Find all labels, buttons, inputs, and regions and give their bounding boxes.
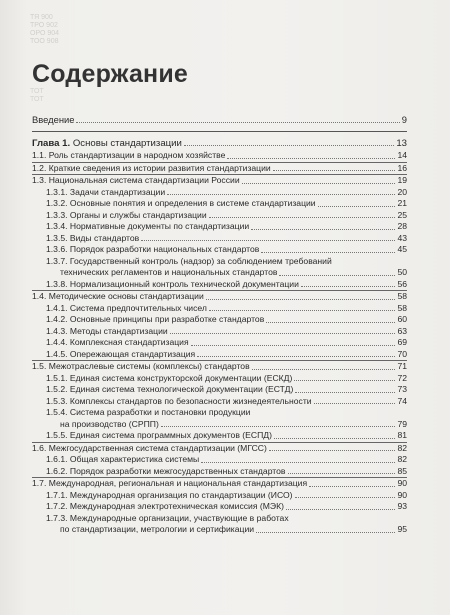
toc-page-number: 90 bbox=[397, 489, 407, 500]
toc-page-number: 70 bbox=[397, 348, 407, 359]
dot-leader bbox=[167, 194, 395, 195]
dot-leader bbox=[256, 532, 395, 533]
toc-page-number: 19 bbox=[397, 175, 407, 185]
toc-entry[interactable] bbox=[32, 466, 407, 478]
toc-page-number: 16 bbox=[397, 162, 407, 173]
toc-page-number: 20 bbox=[397, 186, 407, 197]
dot-leader bbox=[261, 252, 395, 253]
toc-page-number: 56 bbox=[397, 278, 407, 289]
toc-page-number: 45 bbox=[397, 244, 407, 254]
table-of-contents bbox=[32, 114, 407, 536]
toc-entry-intro[interactable] bbox=[32, 114, 407, 126]
toc-entry-label: 1.7.2. Международная электротехническая комиссия (МЭК) bbox=[46, 501, 284, 511]
toc-entry-label: технических регламентов и национальных стандартов bbox=[60, 267, 278, 277]
toc-entry-label: 1.2. Краткие сведения из истории развития стандартизации bbox=[32, 162, 271, 173]
toc-entry[interactable] bbox=[32, 349, 407, 361]
toc-chapter-heading[interactable] bbox=[32, 131, 407, 150]
dot-leader bbox=[309, 486, 395, 487]
toc-entry-list bbox=[32, 150, 407, 536]
toc-page-number: 69 bbox=[397, 337, 407, 347]
bleed-through-text-2 bbox=[30, 88, 90, 104]
toc-entry-label: 1.6. Межгосударственная система стандартизации (МГСС) bbox=[32, 442, 267, 453]
toc-entry-label: 1.3.5. Виды стандартов bbox=[46, 232, 140, 243]
toc-entry[interactable] bbox=[32, 430, 407, 442]
toc-entry-label: 1.5.2. Единая система технологической документации (ЕСТД) bbox=[46, 384, 294, 394]
toc-page-number: 85 bbox=[397, 465, 407, 476]
toc-page-number: 82 bbox=[397, 454, 407, 464]
toc-page-number: 28 bbox=[397, 221, 407, 231]
chapter-label bbox=[32, 138, 182, 150]
toc-entry[interactable] bbox=[32, 174, 407, 187]
toc-entry[interactable] bbox=[32, 373, 407, 385]
toc-page-number: 71 bbox=[397, 361, 407, 371]
toc-page-number: 43 bbox=[397, 232, 407, 243]
toc-page-number: 21 bbox=[397, 198, 407, 208]
dot-leader bbox=[286, 509, 395, 510]
dot-leader bbox=[279, 275, 395, 276]
toc-page-number: 74 bbox=[397, 395, 407, 406]
toc-entry-label: 1.4.4. Комплексная стандартизация bbox=[46, 337, 189, 347]
dot-leader bbox=[301, 286, 396, 287]
toc-entry-label: 1.4.5. Опережающая стандартизация bbox=[46, 348, 196, 359]
toc-entry[interactable] bbox=[32, 187, 407, 199]
toc-entry-label: 1.5.5. Единая система программных документов (ЕСПД) bbox=[46, 430, 272, 440]
toc-page-number: 13 bbox=[396, 137, 407, 149]
dot-leader bbox=[266, 322, 395, 323]
dot-leader bbox=[273, 170, 396, 171]
toc-entry-label: 1.5.1. Единая система конструкторской документации (ЕСКД) bbox=[46, 372, 293, 383]
toc-entry[interactable] bbox=[32, 442, 407, 455]
toc-entry[interactable] bbox=[32, 407, 407, 419]
toc-entry-label: 1.3.4. Нормативные документы по стандартизации bbox=[46, 221, 250, 231]
toc-page-number: 95 bbox=[397, 524, 407, 534]
toc-entry-label: 1.3.3. Органы и службы стандартизации bbox=[46, 209, 207, 220]
toc-entry[interactable] bbox=[32, 256, 407, 268]
toc-page-number: 58 bbox=[397, 302, 407, 313]
toc-page-number: 50 bbox=[397, 267, 407, 277]
dot-leader bbox=[252, 369, 396, 370]
dot-leader bbox=[76, 122, 399, 123]
toc-entry[interactable] bbox=[32, 501, 407, 513]
toc-page-number: 90 bbox=[397, 478, 407, 488]
dot-leader bbox=[184, 145, 394, 146]
dot-leader bbox=[242, 183, 396, 184]
page-title: Содержание bbox=[32, 60, 189, 88]
dot-leader bbox=[209, 310, 396, 311]
bleed-line: ТОТ bbox=[30, 88, 44, 95]
toc-page-number: 73 bbox=[397, 384, 407, 394]
toc-entry[interactable] bbox=[32, 314, 407, 326]
bleed-line: ТРО 902 bbox=[30, 22, 58, 29]
toc-entry[interactable] bbox=[32, 210, 407, 222]
toc-entry-label: 1.5. Межотраслевые системы (комплексы) стандартов bbox=[32, 361, 250, 371]
bleed-line: ОРО 904 bbox=[30, 30, 60, 37]
toc-page-number: 93 bbox=[397, 501, 407, 511]
toc-entry[interactable] bbox=[32, 279, 407, 291]
toc-entry-label: 1.4.1. Система предпочтительных чисел bbox=[46, 302, 207, 313]
toc-entry-label: 1.7.3. Международные организации, участвующие в работах bbox=[46, 512, 289, 523]
toc-page-number: 60 bbox=[397, 314, 407, 324]
toc-entry[interactable] bbox=[32, 198, 407, 210]
toc-entry[interactable] bbox=[32, 290, 407, 303]
dot-leader bbox=[251, 229, 395, 230]
chapter-title: Основы стандартизации bbox=[70, 137, 182, 149]
toc-entry-label: 1.4.2. Основные принципы при разработке стандартов bbox=[46, 314, 265, 324]
toc-entry[interactable] bbox=[32, 524, 407, 536]
dot-leader bbox=[206, 299, 396, 300]
toc-entry[interactable] bbox=[32, 150, 407, 162]
toc-page-number: 9 bbox=[401, 114, 407, 125]
toc-entry[interactable] bbox=[32, 162, 407, 175]
bleed-through-text bbox=[30, 14, 150, 46]
dot-leader bbox=[269, 450, 396, 451]
toc-entry-label: 1.3.6. Порядок разработки национальных стандартов bbox=[46, 244, 260, 254]
dot-leader bbox=[170, 333, 396, 334]
toc-entry-label: 1.3.7. Государственный контроль (надзор) за соблюдением требований bbox=[46, 255, 332, 266]
dot-leader bbox=[191, 345, 396, 346]
toc-entry-label: 1.3.2. Основные понятия и определения в системе стандартизации bbox=[46, 198, 316, 208]
toc-entry[interactable] bbox=[32, 303, 407, 315]
toc-entry-label: 1.5.4. Система разработки и постановки продукции bbox=[46, 407, 251, 417]
dot-leader bbox=[295, 497, 396, 498]
dot-leader bbox=[295, 392, 395, 393]
toc-entry-label: 1.3. Национальная система стандартизации России bbox=[32, 175, 240, 185]
dot-leader bbox=[294, 380, 395, 381]
dot-leader bbox=[227, 158, 395, 159]
dot-leader bbox=[161, 426, 396, 427]
toc-entry-label: на производство (СРПП) bbox=[60, 418, 159, 429]
toc-entry[interactable] bbox=[32, 454, 407, 466]
toc-entry[interactable] bbox=[32, 384, 407, 396]
toc-page-number: 14 bbox=[397, 150, 407, 160]
toc-page-number: 63 bbox=[397, 325, 407, 336]
dot-leader bbox=[318, 206, 396, 207]
toc-entry[interactable] bbox=[32, 326, 407, 338]
toc-entry-label: по стандартизации, метрологии и сертификации bbox=[60, 524, 255, 534]
toc-entry[interactable] bbox=[32, 244, 407, 256]
toc-page-number: 82 bbox=[397, 442, 407, 453]
bleed-line: ТОО 908 bbox=[30, 38, 59, 45]
dot-leader bbox=[274, 438, 396, 439]
toc-entry[interactable] bbox=[32, 419, 407, 431]
bleed-line: ТОТ bbox=[30, 96, 44, 103]
toc-page-number: 58 bbox=[397, 291, 407, 301]
dot-leader bbox=[197, 356, 395, 357]
toc-page-number: 79 bbox=[397, 418, 407, 429]
dot-leader bbox=[314, 403, 396, 404]
toc-entry[interactable] bbox=[32, 490, 407, 502]
toc-entry[interactable] bbox=[32, 360, 407, 373]
dot-leader bbox=[201, 462, 395, 463]
toc-entry-label: 1.6.1. Общая характеристика системы bbox=[46, 454, 200, 464]
toc-entry[interactable] bbox=[32, 396, 407, 408]
toc-entry-label: 1.7.1. Международная организация по стандартизации (ИСО) bbox=[46, 489, 293, 500]
toc-entry-label: 1.7. Международная, региональная и национальная стандартизация bbox=[32, 478, 308, 488]
toc-entry-label: 1.6.2. Порядок разработки межгосударственных стандартов bbox=[46, 465, 286, 476]
toc-page-number: 25 bbox=[397, 209, 407, 220]
toc-entry-label: Введение bbox=[32, 114, 75, 125]
toc-entry[interactable] bbox=[32, 477, 407, 490]
toc-page-number: 81 bbox=[397, 430, 407, 440]
toc-entry[interactable] bbox=[32, 337, 407, 349]
dot-leader bbox=[209, 217, 396, 218]
chapter-number: Глава 1. bbox=[32, 137, 71, 149]
toc-entry-label: 1.5.3. Комплексы стандартов по безопасности жизнедеятельности bbox=[46, 395, 312, 406]
toc-entry-label: 1.3.1. Задачи стандартизации bbox=[46, 186, 166, 197]
dot-leader bbox=[141, 240, 395, 241]
toc-entry-label: 1.4.3. Методы стандартизации bbox=[46, 325, 168, 336]
toc-entry-label: 1.3.8. Нормализационный контроль технической документации bbox=[46, 278, 299, 289]
toc-entry[interactable] bbox=[32, 233, 407, 245]
toc-entry[interactable] bbox=[32, 221, 407, 233]
bleed-line: ТЯ 900 bbox=[30, 14, 53, 21]
toc-entry-label: 1.1. Роль стандартизации в народном хозяйстве bbox=[32, 150, 226, 160]
toc-entry[interactable] bbox=[32, 513, 407, 525]
toc-entry[interactable] bbox=[32, 267, 407, 279]
toc-page-number: 72 bbox=[397, 372, 407, 383]
dot-leader bbox=[288, 473, 396, 474]
toc-entry-label: 1.4. Методические основы стандартизации bbox=[32, 291, 204, 301]
